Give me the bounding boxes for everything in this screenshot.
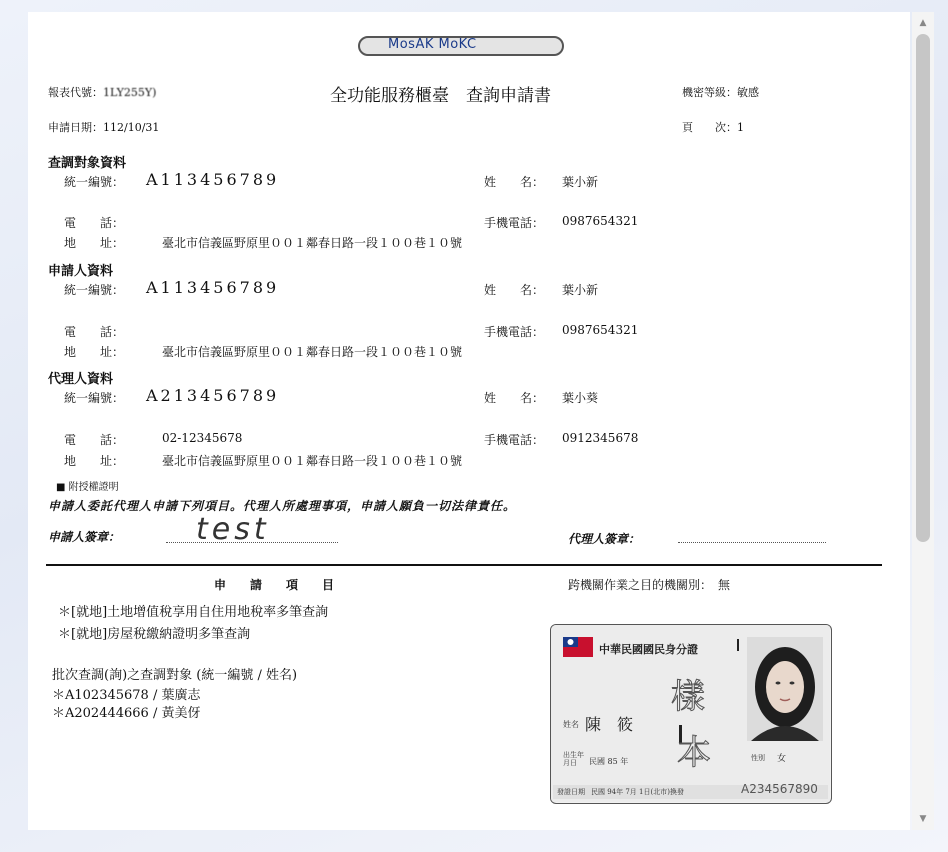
applicant-id-label: 統一編號： (64, 283, 125, 297)
attachment-note: ■ 附授權證明 (56, 482, 119, 493)
applicant-mobile-label: 手機電話： (484, 325, 545, 339)
cross-agency-note: 跨機關作業之目的機關別： 無 (568, 578, 731, 592)
agent-mobile-label: 手機電話： (484, 433, 545, 447)
agent-phone-label: 電 話： (64, 433, 125, 447)
mosaic-banner-text: MosAK MoKC (388, 37, 477, 52)
id-card-name-value: 陳 筱 (585, 715, 634, 734)
apply-item: ＊[就地]土地增值稅享用自住用地稅率多筆查詢 (58, 605, 329, 620)
section-divider (46, 564, 882, 566)
scrollbar-thumb[interactable] (916, 34, 930, 542)
page-number: 頁 次：1 (682, 121, 744, 134)
sample-stamp-bottom: 本 (677, 733, 711, 773)
report-code-value: 1LY255Y) (103, 86, 157, 99)
id-card-image (550, 624, 832, 804)
scroll-down-arrow-icon[interactable]: ▼ (919, 814, 927, 824)
subject-mobile-value: 0987654321 (562, 214, 639, 228)
agent-id-label: 統一編號： (64, 391, 125, 405)
id-card-birth-value: 民國 85 年 (589, 757, 629, 766)
subject-mobile-label: 手機電話： (484, 216, 545, 230)
id-card-header: 中華民國國民身分證 (599, 643, 698, 656)
portrait-photo (747, 637, 823, 741)
apply-item: ＊[就地]房屋稅繳納證明多筆查詢 (58, 627, 251, 642)
applicant-signature: test (196, 512, 270, 547)
agent-sign-line (678, 542, 826, 543)
agent-name-value: 葉小葵 (562, 391, 599, 405)
id-card-number: A234567890 (741, 782, 818, 796)
id-card-issue-value: 民國 94年 7月 1日(北市)換發 (591, 788, 684, 796)
subject-id-label: 統一編號： (64, 175, 125, 189)
applicant-name-label: 姓 名： (484, 283, 545, 297)
sample-stamp-top: 樣 (671, 677, 705, 717)
agent-mobile-value: 0912345678 (562, 431, 639, 445)
scroll-up-arrow-icon[interactable]: ▲ (919, 18, 927, 28)
applicant-heading: 申請人資料 (48, 264, 114, 279)
subject-name-value: 葉小新 (562, 175, 599, 189)
report-code-label: 報表代號： (48, 86, 103, 99)
subject-address-label: 地 址： (64, 236, 125, 250)
apply-date: 申請日期：112/10/31 (48, 121, 160, 134)
applicant-address-value: 臺北市信義區野原里００１鄰春日路一段１００巷１０號 (162, 345, 463, 359)
applicant-name-value: 葉小新 (562, 283, 599, 297)
agent-phone-value: 02-12345678 (162, 431, 243, 445)
report-code (48, 84, 156, 100)
agent-heading: 代理人資料 (48, 372, 114, 387)
agent-id-value: A213456789 (146, 386, 280, 405)
id-card-name-label: 姓名 (563, 720, 579, 729)
agent-name-label: 姓 名： (484, 391, 545, 405)
id-card-issue-label: 發證日期 (557, 788, 585, 796)
subject-address-value: 臺北市信義區野原里００１鄰春日路一段１００巷１０號 (162, 236, 463, 250)
subject-phone-label: 電 話： (64, 216, 125, 230)
subject-heading: 查調對象資料 (48, 156, 127, 171)
form-title: 全功能服務櫃臺 查詢申請書 (330, 86, 551, 106)
applicant-id-value: A113456789 (146, 278, 280, 297)
flag-icon (563, 637, 593, 657)
batch-item: ＊A202444666 / 黃美伢 (52, 706, 201, 721)
id-card-sex-label: 性別 (751, 754, 765, 762)
document-page (28, 12, 910, 830)
id-card-birth-label: 出生年月日 (563, 751, 584, 767)
applicant-mobile-value: 0987654321 (562, 323, 639, 337)
agent-address-value: 臺北市信義區野原里００１鄰春日路一段１００巷１０號 (162, 454, 463, 468)
vertical-scrollbar[interactable] (912, 12, 934, 830)
applicant-address-label: 地 址： (64, 345, 125, 359)
delegation-statement: 申請人委託代理人申請下列項目。代理人所處理事項，申請人願負一切法律責任。 (48, 499, 517, 513)
applicant-sign-label: 申請人簽章： (48, 530, 121, 544)
agent-sign-label: 代理人簽章： (568, 532, 641, 546)
items-heading: 申 請 項 目 (214, 578, 335, 592)
subject-name-label: 姓 名： (484, 175, 545, 189)
applicant-phone-label: 電 話： (64, 325, 125, 339)
batch-heading: 批次查調(詢)之查調對象 (統一編號 / 姓名) (52, 668, 298, 683)
batch-item: ＊A102345678 / 葉廣志 (52, 688, 201, 703)
id-card-sex-value: 女 (777, 754, 787, 764)
agent-address-label: 地 址： (64, 454, 125, 468)
subject-id-value: A113456789 (146, 170, 280, 189)
security-level: 機密等級：敏感 (682, 86, 759, 99)
